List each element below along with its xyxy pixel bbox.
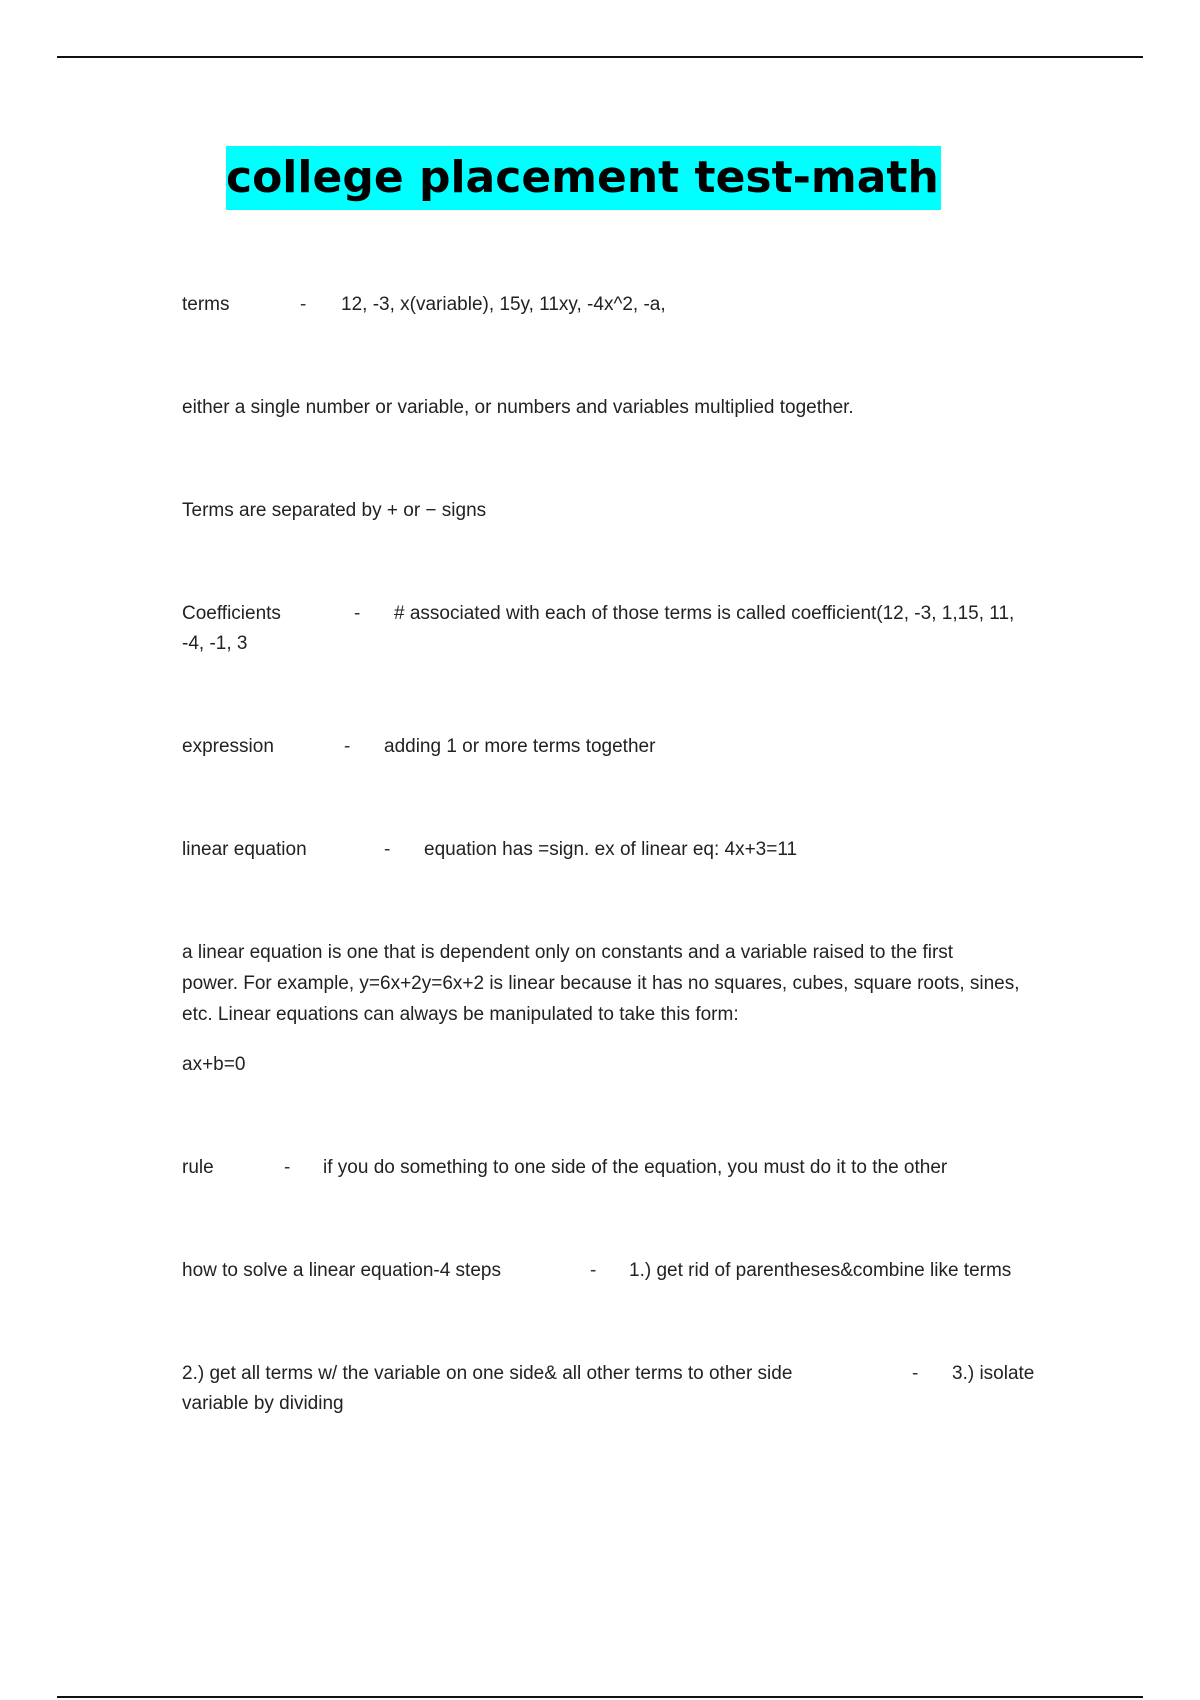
entry-term-label: expression (182, 736, 274, 757)
entry-term-label: terms (182, 294, 230, 315)
entry-separator: - (354, 603, 361, 624)
linear-note-line: etc. Linear equations can always be manipulated to take this form: (182, 1004, 739, 1025)
terms-note: either a single number or variable, or numbers and variables multiplied together. (182, 397, 854, 418)
entry-term-label: Coefficients (182, 603, 281, 624)
step-two-continued: variable by dividing (182, 1393, 344, 1414)
entry-term-label: rule (182, 1157, 214, 1178)
entry-definition: 3.) isolate (952, 1363, 1035, 1384)
entry-definition: 12, -3, x(variable), 15y, 11xy, -4x^2, -a, (341, 294, 666, 315)
entry-term-label: linear equation (182, 839, 307, 860)
entry-definition: equation has =sign. ex of linear eq: 4x+3=11 (424, 839, 798, 860)
linear-note-line: power. For example, y=6x+2y=6x+2 is linear because it has no squares, cubes, square roots, sines, (182, 973, 1020, 994)
entry-definition: 1.) get rid of parentheses&combine like terms (629, 1260, 1012, 1281)
entry-separator: - (344, 736, 351, 757)
entry-separator: - (384, 839, 391, 860)
linear-note-line: a linear equation is one that is dependent only on constants and a variable raised to the first (182, 942, 954, 963)
coefficients-definition-continued: -4, -1, 3 (182, 633, 248, 654)
bottom-rule-divider (57, 1696, 1143, 1698)
entry-separator: - (590, 1260, 597, 1281)
linear-formula: ax+b=0 (182, 1054, 246, 1075)
document-title: college placement test-math (226, 146, 941, 210)
entry-term-label: how to solve a linear equation-4 steps (182, 1260, 501, 1281)
top-rule-divider (57, 56, 1143, 58)
entry-separator: - (300, 294, 307, 315)
entry-definition: # associated with each of those terms is called coefficient(12, -3, 1,15, 11, (394, 603, 1015, 624)
entry-term-label: 2.) get all terms w/ the variable on one side& all other terms to other side (182, 1363, 793, 1384)
entry-separator: - (284, 1157, 291, 1178)
entry-definition: if you do something to one side of the equation, you must do it to the other (323, 1157, 948, 1178)
terms-separation-note: Terms are separated by + or − signs (182, 500, 487, 521)
entry-separator: - (912, 1363, 919, 1384)
entry-definition: adding 1 or more terms together (384, 736, 656, 757)
